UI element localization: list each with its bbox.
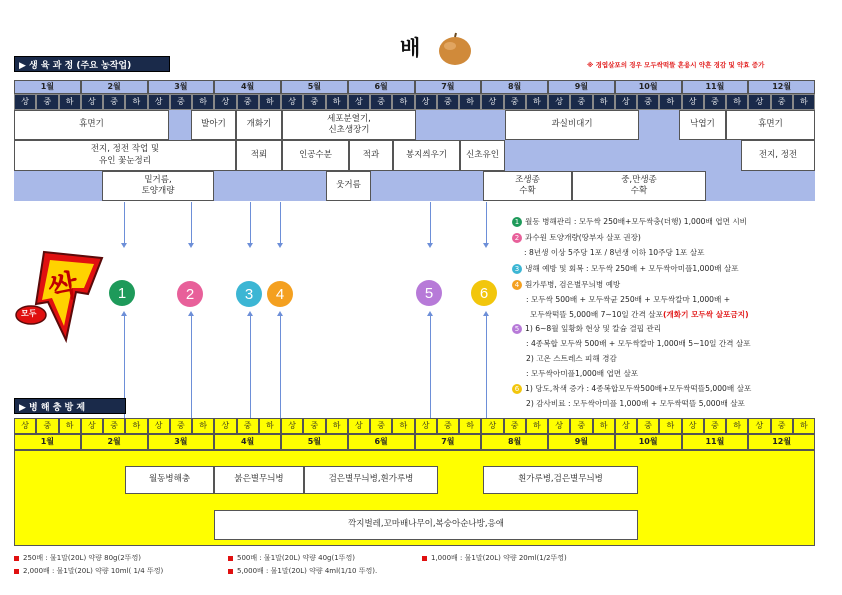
note-line: [512, 384, 751, 394]
dekad-label: 중: [637, 94, 659, 110]
dekad-label: 중: [237, 418, 259, 434]
dekad-label: 중: [704, 94, 726, 110]
pear-icon: [437, 32, 473, 66]
note-text: 2) 감사비료 : 모두싹아미플 1,000배 + 모두싹떡뜰 5,000배 살포: [526, 399, 745, 408]
step-5-icon: 5: [416, 280, 442, 306]
dekad-label: 중: [704, 418, 726, 434]
month-label: 6월: [348, 434, 415, 450]
filler: [371, 171, 483, 201]
step-2-icon: 2: [177, 281, 203, 307]
month-label: 1월: [14, 80, 81, 94]
work-fruit-thinning: 적과: [349, 140, 393, 171]
work-shoot-training: 신초유인: [460, 140, 505, 171]
dekad-label: 중: [303, 94, 325, 110]
month-label: 7월: [415, 434, 482, 450]
filler: [639, 110, 679, 140]
month-label: 11월: [682, 434, 749, 450]
dekad-label: 하: [192, 418, 214, 434]
note-text: : 모두싹 500배 + 모두싹균 250배 + 모두싹칼마 1,000배 +: [526, 295, 731, 304]
month-label: 8월: [481, 80, 548, 94]
dekad-label: 하: [526, 418, 548, 434]
arrow-down-line: [250, 202, 251, 244]
arrow-down-line: [191, 202, 192, 244]
dekad-label: 하: [59, 94, 81, 110]
warning-note: ※ 경엽살포의 경우 모두싹떡뜰 혼용시 약흔 경감 및 약효 증가: [587, 61, 765, 69]
legend-5000: 5,000배 : 물1말(20L) 약량 4ml(1/10 뚜껑).: [228, 566, 377, 576]
work-bud-thinning: 적뢰: [236, 140, 282, 171]
logo-big-char: 싹: [45, 267, 81, 308]
note-text: 1) 당도,착색 증가 : 4종복합모두싹500배+모두싹떡뜰5,000배 살포: [525, 384, 752, 393]
dekad-label: 중: [504, 94, 526, 110]
dekad-label: 하: [125, 418, 147, 434]
dekad-label: 상: [348, 94, 370, 110]
month-label: 6월: [348, 80, 415, 94]
dekad-label: 하: [793, 94, 815, 110]
arrow-up-head: [247, 311, 253, 316]
dekad-label: 상: [415, 94, 437, 110]
dekad-label: 상: [615, 94, 637, 110]
harvest-mid-late: 중,만생종 수확: [572, 171, 706, 201]
dekad-label: 하: [659, 94, 681, 110]
dekad-label: 중: [437, 418, 459, 434]
month-label: 4월: [214, 434, 281, 450]
note-line: [526, 354, 617, 363]
dekad-label: 중: [36, 94, 58, 110]
month-label: 3월: [148, 80, 215, 94]
note-line: [530, 310, 749, 319]
dekad-label: 상: [81, 94, 103, 110]
note-text: : 4종복합 모두싹 500배 + 모두싹칼마 1,000배 5~10일 간격 살포: [526, 339, 751, 348]
dekad-label: 하: [459, 94, 481, 110]
dekad-label: 하: [659, 418, 681, 434]
arrow-down-line: [280, 202, 281, 244]
note-line: [526, 369, 638, 378]
dekad-label: 중: [570, 418, 592, 434]
month-label: 4월: [214, 80, 281, 94]
pest-insects: 깍지벌레,꼬마배나무이,복숭아순나방,응애: [214, 510, 638, 540]
month-label: 8월: [481, 434, 548, 450]
dekad-label: 중: [570, 94, 592, 110]
dekad-label: 상: [348, 418, 370, 434]
dekad-label: 중: [170, 94, 192, 110]
dekad-label: 상: [682, 94, 704, 110]
pest-scab-mildew: 검은별무늬병,흰가루병: [304, 466, 438, 494]
month-label: 5월: [281, 434, 348, 450]
arrow-down-line: [430, 202, 431, 244]
dekad-label: 하: [726, 418, 748, 434]
dekad-label: 중: [170, 418, 192, 434]
dekad-label: 상: [214, 94, 236, 110]
work-bagging: 봉지씌우기: [393, 140, 460, 171]
note-number-icon: 3: [512, 264, 522, 274]
dekad-label: 하: [459, 418, 481, 434]
arrow-down-line: [124, 202, 125, 244]
pest-rust: 붉은별무늬병: [214, 466, 304, 494]
arrow-up-line: [280, 316, 281, 418]
note-line: [526, 295, 730, 304]
filler: [169, 110, 191, 140]
note-text: 과수원 토양개량(땅부자 살포 권장): [525, 233, 641, 242]
arrow-down-head: [483, 243, 489, 248]
dekad-label: 중: [237, 94, 259, 110]
dekad-label: 상: [148, 94, 170, 110]
dekad-label: 중: [36, 418, 58, 434]
dekad-label: 상: [281, 418, 303, 434]
harvest-early: 조생종 수확: [483, 171, 572, 201]
step-6-icon: 6: [471, 280, 497, 306]
note-line: [512, 233, 641, 243]
dekad-label: 중: [103, 418, 125, 434]
note-number-icon: 1: [512, 217, 522, 227]
dekad-label: 하: [392, 94, 414, 110]
work-base-fertilizer: 밑거름, 토양개량: [102, 171, 214, 201]
step-1-icon: 1: [109, 280, 135, 306]
dekad-label: 중: [303, 418, 325, 434]
note-text: : 8년생 이상 5주당 1포 / 8년생 이하 10주당 1포 살포: [524, 248, 705, 257]
note-text: 1) 6~8월 잎황화 현상 및 칼슘 결핍 관리: [525, 324, 662, 333]
dekad-label: 상: [481, 418, 503, 434]
section-pest-header: ▶ 병 해 충 방 제: [14, 398, 126, 414]
dekad-label: 하: [326, 94, 348, 110]
pest-overwintering: 월동병해충: [125, 466, 214, 494]
dekad-label: 하: [259, 418, 281, 434]
dekad-label: 중: [504, 418, 526, 434]
note-number-icon: 2: [512, 233, 522, 243]
dekad-label: 하: [392, 418, 414, 434]
dekad-label: 중: [637, 418, 659, 434]
arrow-up-head: [277, 311, 283, 316]
month-label: 5월: [281, 80, 348, 94]
dekad-label: 중: [771, 418, 793, 434]
month-label: 7월: [415, 80, 482, 94]
arrow-up-head: [188, 311, 194, 316]
dekad-label: 하: [526, 94, 548, 110]
note-line: [526, 339, 751, 348]
arrow-down-head: [277, 243, 283, 248]
note-line: [524, 248, 704, 257]
note-text: 2) 고온 스트레스 피해 경감: [526, 354, 617, 363]
stage-leaf-fall: 낙엽기: [679, 110, 726, 140]
note-text: 흰가루병, 검은별무늬병 예방: [525, 280, 621, 289]
month-label: 2월: [81, 80, 148, 94]
dekad-label: 상: [682, 418, 704, 434]
month-label: 12월: [748, 434, 815, 450]
work-pruning: 전지, 정전 작업 및 유인 꽃눈정리: [14, 140, 236, 171]
dekad-label: 하: [726, 94, 748, 110]
logo-small-text: 모두: [21, 309, 37, 318]
step-4-icon: 4: [267, 281, 293, 307]
dekad-label: 중: [370, 418, 392, 434]
dekad-label: 하: [793, 418, 815, 434]
filler: [416, 110, 505, 140]
stage-dormancy-2: 휴면기: [726, 110, 815, 140]
legend-500: 500배 : 물1말(20L) 약량 40g(1뚜껑): [228, 553, 355, 563]
note-text: 냉해 예방 및 회복 : 모두싹 250배 + 모두싹아미플1,000배 살포: [525, 264, 739, 273]
legend-1000: 1,000배 : 물1말(20L) 약량 20ml(1/2뚜껑): [422, 553, 567, 563]
arrow-up-line: [250, 316, 251, 418]
page-title: 배: [400, 36, 421, 60]
note-text: : 모두싹아미플1,000배 엽면 살포: [526, 369, 639, 378]
dekad-label: 상: [281, 94, 303, 110]
stage-budding: 발아기: [191, 110, 236, 140]
dekad-label: 중: [771, 94, 793, 110]
note-text: 월동 병해관리 : 모두싹 250배+모두싹충(더행) 1,000배 엽면 시비: [525, 217, 748, 226]
month-label: 1월: [14, 434, 81, 450]
stage-cell-division: 세포분열기, 신초생장기: [282, 110, 416, 140]
dekad-label: 하: [259, 94, 281, 110]
pest-mildew-scab: 흰가루병,검은별무늬병: [483, 466, 638, 494]
modussak-logo: [14, 248, 106, 344]
dekad-label: 하: [593, 418, 615, 434]
filler: [505, 140, 741, 171]
arrow-down-head: [121, 243, 127, 248]
month-label: 9월: [548, 80, 615, 94]
filler: [214, 171, 326, 201]
dekad-label: 중: [437, 94, 459, 110]
dekad-label: 상: [748, 94, 770, 110]
arrow-down-line: [486, 202, 487, 244]
dekad-label: 상: [415, 418, 437, 434]
dekad-label: 상: [548, 94, 570, 110]
dekad-label: 하: [192, 94, 214, 110]
note-line: [512, 324, 661, 334]
legend-250: 250배 : 물1말(20L) 약량 80g(2뚜껑): [14, 553, 141, 563]
note-number-icon: 5: [512, 324, 522, 334]
arrow-up-head: [427, 311, 433, 316]
filler: [14, 171, 102, 201]
dekad-label: 중: [370, 94, 392, 110]
month-label: 2월: [81, 434, 148, 450]
stage-fruit-enlargement: 과실비대기: [505, 110, 639, 140]
dekad-label: 상: [81, 418, 103, 434]
step-3-icon: 3: [236, 281, 262, 307]
work-top-dressing: 웃거름: [326, 171, 371, 201]
dekad-label: 상: [548, 418, 570, 434]
arrow-up-line: [430, 316, 431, 418]
month-label: 11월: [682, 80, 749, 94]
dekad-label: 상: [615, 418, 637, 434]
note-line: [512, 280, 620, 290]
dekad-label: 하: [326, 418, 348, 434]
arrow-up-line: [191, 316, 192, 418]
section-growth-header: ▶ 생 육 과 정 (주요 농작업): [14, 56, 170, 72]
month-label: 10월: [615, 434, 682, 450]
dekad-label: 상: [148, 418, 170, 434]
dekad-label: 상: [14, 94, 36, 110]
work-pruning-2: 전지, 정전: [741, 140, 815, 171]
month-label: 12월: [748, 80, 815, 94]
legend-2000: 2,000배 : 물1말(20L) 약량 10ml( 1/4 뚜껑): [14, 566, 163, 576]
stage-flowering: 개화기: [236, 110, 282, 140]
note-line: [512, 217, 747, 227]
note-warning-text: (개화기 모두싹 살포금지): [662, 310, 749, 319]
note-number-icon: 6: [512, 384, 522, 394]
dekad-label: 하: [593, 94, 615, 110]
dekad-label: 상: [481, 94, 503, 110]
arrow-down-head: [188, 243, 194, 248]
month-label: 10월: [615, 80, 682, 94]
arrow-up-head: [121, 311, 127, 316]
note-text: 모두싹떡뜰 5,000배 7~10일 간격 살포: [530, 310, 663, 319]
arrow-down-head: [247, 243, 253, 248]
arrow-up-head: [483, 311, 489, 316]
work-pollination: 인공수분: [282, 140, 349, 171]
note-line: [512, 264, 739, 274]
note-line: [526, 399, 745, 408]
dekad-label: 상: [748, 418, 770, 434]
dekad-label: 중: [103, 94, 125, 110]
arrow-up-line: [486, 316, 487, 418]
month-label: 3월: [148, 434, 215, 450]
note-number-icon: 4: [512, 280, 522, 290]
dekad-label: 상: [14, 418, 36, 434]
month-label: 9월: [548, 434, 615, 450]
filler: [706, 171, 815, 201]
arrow-down-head: [427, 243, 433, 248]
stage-dormancy-1: 휴면기: [14, 110, 169, 140]
dekad-label: 하: [59, 418, 81, 434]
dekad-label: 상: [214, 418, 236, 434]
dekad-label: 하: [125, 94, 147, 110]
